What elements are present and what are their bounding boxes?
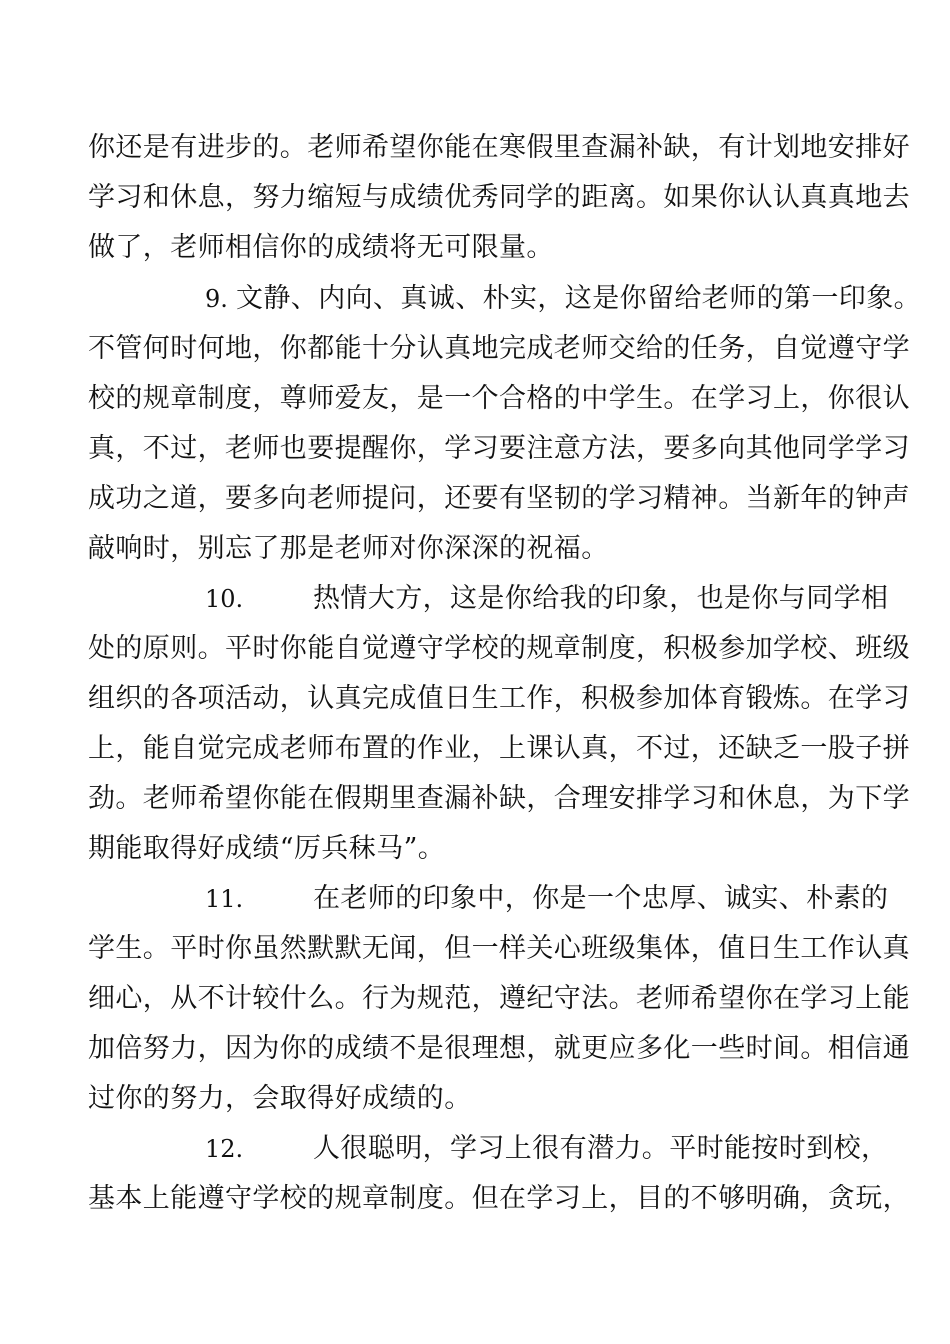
- item-number: 11.: [205, 885, 244, 913]
- paragraph-line: 过你的努力，会取得好成绩的。: [88, 1083, 472, 1114]
- paragraph-line: 上，能自觉完成老师布置的作业，上课认真，不过，还缺乏一股子拼: [88, 733, 910, 764]
- paragraph-line: 细心，从不计较什么。行为规范，遵纪守法。老师希望你在学习上能: [88, 983, 910, 1014]
- item-first-line: 人很聪明，学习上很有潜力。平时能按时到校，: [313, 1133, 889, 1164]
- paragraph-line: 敲响时，别忘了那是老师对你深深的祝福。: [88, 533, 609, 564]
- paragraph-line: 处的原则。平时你能自觉遵守学校的规章制度，积极参加学校、班级: [88, 633, 910, 664]
- paragraph-line: 基本上能遵守学校的规章制度。但在学习上，目的不够明确，贪玩，: [88, 1183, 910, 1214]
- paragraph-line: 成功之道，要多向老师提问，还要有坚韧的学习精神。当新年的钟声: [88, 483, 910, 514]
- paragraph-line: 你还是有进步的。老师希望你能在寒假里查漏补缺，有计划地安排好: [88, 132, 910, 163]
- paragraph-line: 真，不过，老师也要提醒你，学习要注意方法，要多向其他同学学习: [88, 433, 910, 464]
- item-first-line: 在老师的印象中，你是一个忠厚、诚实、朴素的: [313, 883, 889, 914]
- paragraph-line: 加倍努力，因为你的成绩不是很理想，就更应多化一些时间。相信通: [88, 1033, 910, 1064]
- paragraph-line: 期能取得好成绩“厉兵秣马”。: [88, 833, 446, 864]
- item-first-line: 文静、内向、真诚、朴实，这是你留给老师的第一印象。: [236, 283, 921, 314]
- paragraph-line: 学习和休息，努力缩短与成绩优秀同学的距离。如果你认认真真地去: [88, 182, 910, 213]
- paragraph-line: 学生。平时你虽然默默无闻，但一样关心班级集体，值日生工作认真: [88, 933, 910, 964]
- paragraph-line: 劲。老师希望你能在假期里查漏补缺，合理安排学习和休息，为下学: [88, 783, 910, 814]
- paragraph-line: 做了，老师相信你的成绩将无可限量。: [88, 232, 554, 263]
- item-number: 12.: [205, 1135, 244, 1163]
- paragraph-line: 组织的各项活动，认真完成值日生工作，积极参加体育锻炼。在学习: [88, 683, 910, 714]
- item-first-line: 热情大方，这是你给我的印象，也是你与同学相: [313, 583, 889, 614]
- item-number: 10.: [205, 585, 244, 613]
- paragraph-line: 校的规章制度，尊师爱友，是一个合格的中学生。在学习上，你很认: [88, 383, 910, 414]
- item-number: 9.: [205, 285, 228, 313]
- paragraph-line: 不管何时何地，你都能十分认真地完成老师交给的任务，自觉遵守学: [88, 333, 910, 364]
